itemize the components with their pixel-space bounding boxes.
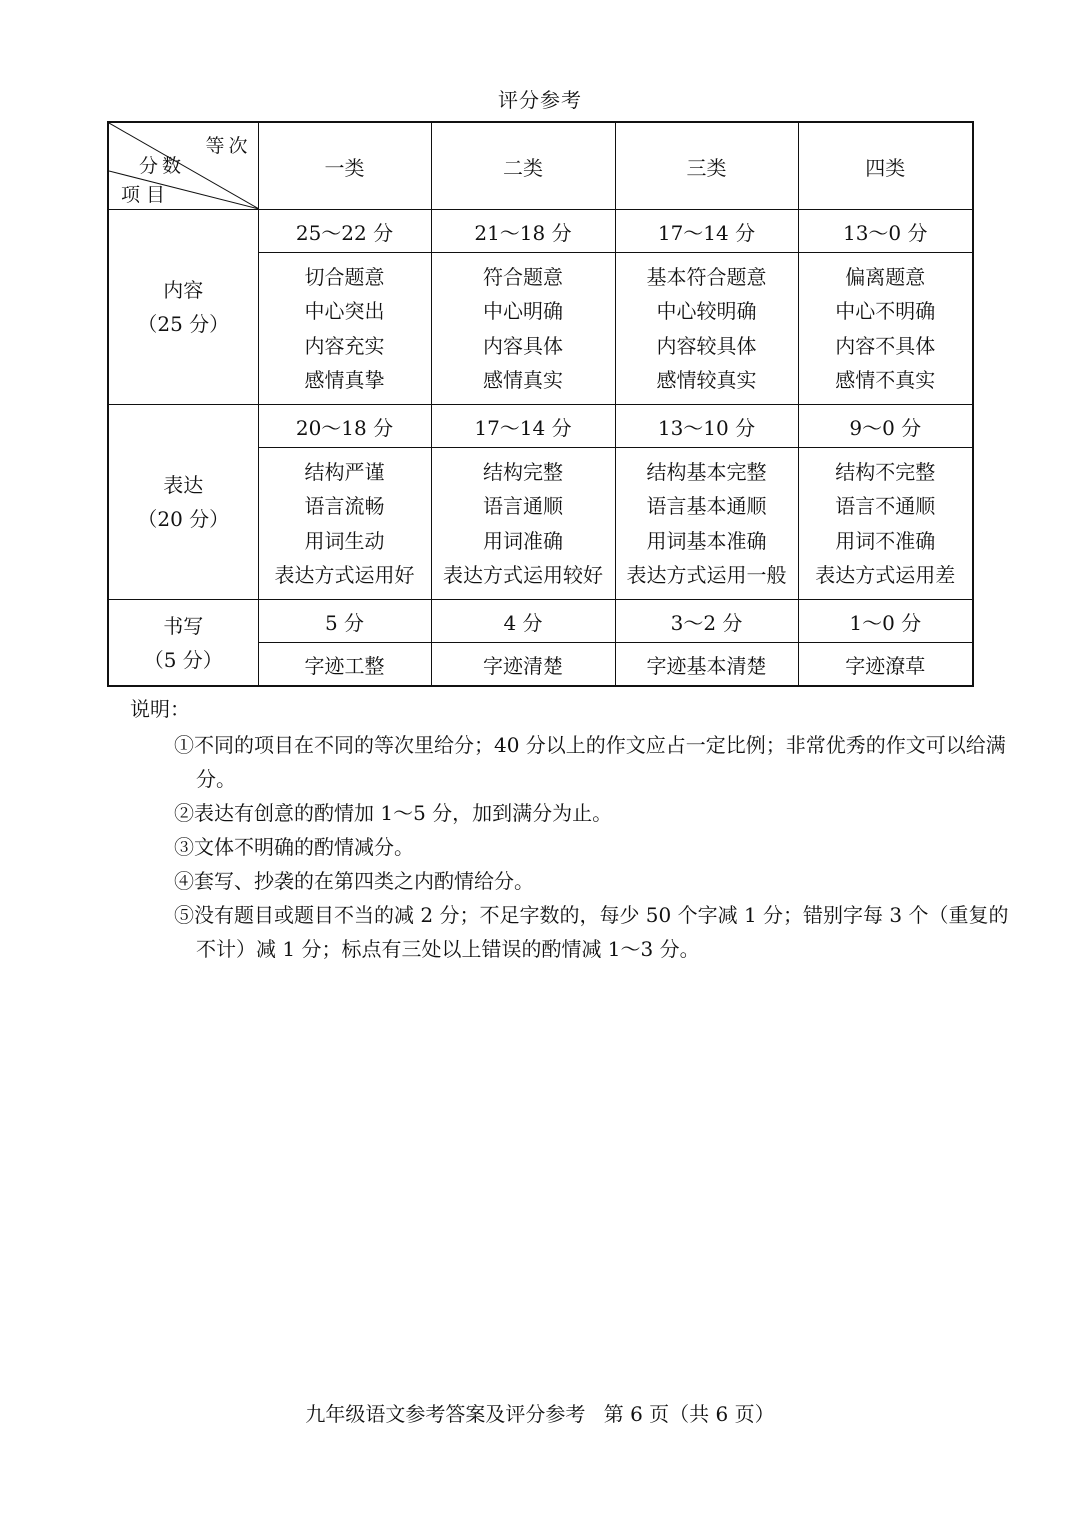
score-range: 13～10 分	[615, 405, 798, 448]
note-item: ③文体不明确的酌情减分。	[174, 835, 414, 859]
criterion: 用词基本准确	[646, 528, 767, 553]
item-name: 书写	[163, 613, 204, 638]
score-range: 20～18 分	[258, 405, 431, 448]
notes-label: 说明：	[130, 697, 190, 721]
page-footer	[0, 1398, 1080, 1427]
item-points: （5 分）	[143, 647, 223, 672]
criteria-cell	[258, 253, 431, 405]
content-item-cell	[108, 210, 258, 405]
category-header: 二类	[431, 122, 615, 210]
criterion: 内容充实	[304, 333, 385, 358]
criterion: 结构完整	[483, 459, 563, 484]
expression-score-row	[108, 405, 973, 448]
content-score-row	[108, 210, 973, 253]
diagonal-header-cell	[108, 122, 258, 210]
score-range: 21～18 分	[431, 210, 615, 253]
category-header: 一类	[258, 122, 431, 210]
expression-item-cell	[108, 405, 258, 600]
score-range: 13～0 分	[798, 210, 973, 253]
criterion: 用词生动	[304, 528, 385, 553]
criterion: 表达方式运用好	[274, 563, 415, 587]
writing-score-row	[108, 600, 973, 643]
notes-section	[130, 692, 1010, 966]
item-points: （25 分）	[137, 312, 230, 336]
category-header: 三类	[615, 122, 798, 210]
criteria-cell	[431, 253, 615, 405]
note-item: ①不同的项目在不同的等次里给分；40 分以上的作文应占一定比例；非常优秀的作文可以给满分。	[174, 733, 1006, 791]
criterion: 中心突出	[304, 299, 385, 323]
criterion: 字迹基本清楚	[615, 643, 798, 687]
grade-label: 等次	[205, 135, 252, 157]
item-label: 项目	[121, 184, 172, 206]
header-row	[108, 122, 973, 210]
score-range: 1～0 分	[798, 600, 973, 643]
criteria-cell	[615, 253, 798, 405]
note-item: ④套写、抄袭的在第四类之内酌情给分。	[174, 869, 534, 893]
score-range: 4 分	[431, 600, 615, 643]
criterion: 结构严谨	[304, 459, 385, 484]
item-name: 内容	[163, 278, 204, 302]
criterion: 表达方式运用一般	[626, 563, 787, 587]
footer-page-info: 第 6 页（共 6 页）	[603, 1402, 775, 1426]
category-header: 四类	[798, 122, 973, 210]
note-item: ⑤没有题目或题目不当的减 2 分；不足字数的，每少 50 个字减 1 分；错别字每 3 个（重复的不计）减 1 分；标点有三处以上错误的酌情减 1～3 分。	[174, 903, 1009, 961]
criterion: 基本符合题意	[646, 264, 767, 289]
criterion: 语言基本通顺	[646, 494, 767, 518]
criterion: 语言不通顺	[835, 494, 936, 518]
criterion: 感情不真实	[835, 368, 936, 392]
criterion: 表达方式运用差	[815, 563, 956, 587]
criterion: 感情真实	[483, 368, 563, 392]
criterion: 感情较真实	[656, 368, 757, 392]
criterion: 中心明确	[483, 299, 563, 323]
criteria-cell	[798, 253, 973, 405]
criterion: 表达方式运用较好	[443, 563, 603, 587]
criterion: 结构不完整	[835, 459, 936, 484]
page-title: 评分参考	[498, 88, 582, 112]
criterion: 语言通顺	[483, 494, 563, 518]
criterion: 内容较具体	[656, 333, 757, 358]
score-range: 5 分	[258, 600, 431, 643]
criterion: 中心不明确	[835, 299, 936, 323]
criterion: 字迹清楚	[431, 643, 615, 687]
score-range: 9～0 分	[798, 405, 973, 448]
criterion: 用词不准确	[835, 528, 936, 553]
criterion: 感情真挚	[304, 368, 385, 392]
criterion: 语言流畅	[304, 494, 385, 518]
criterion: 用词准确	[483, 528, 563, 553]
note-item: ②表达有创意的酌情加 1～5 分，加到满分为止。	[174, 801, 613, 825]
score-range: 3～2 分	[615, 600, 798, 643]
score-label: 分数	[139, 155, 186, 177]
criterion: 中心较明确	[656, 299, 757, 323]
criterion: 内容不具体	[835, 333, 936, 358]
criterion: 切合题意	[304, 264, 385, 289]
criteria-cell	[798, 448, 973, 600]
criteria-cell	[258, 448, 431, 600]
footer-doc-title: 九年级语文参考答案及评分参考	[305, 1402, 586, 1426]
criterion: 字迹工整	[258, 643, 431, 687]
criterion: 符合题意	[483, 264, 563, 289]
criterion: 结构基本完整	[646, 459, 767, 484]
scoring-table	[107, 121, 974, 687]
writing-item-cell	[108, 600, 258, 687]
criterion: 偏离题意	[845, 264, 926, 289]
criterion: 字迹潦草	[798, 643, 973, 687]
criteria-cell	[431, 448, 615, 600]
item-name: 表达	[163, 473, 204, 497]
score-range: 17～14 分	[431, 405, 615, 448]
criterion: 内容具体	[483, 333, 563, 358]
criteria-cell	[615, 448, 798, 600]
score-range: 25～22 分	[258, 210, 431, 253]
item-points: （20 分）	[137, 507, 230, 531]
score-range: 17～14 分	[615, 210, 798, 253]
